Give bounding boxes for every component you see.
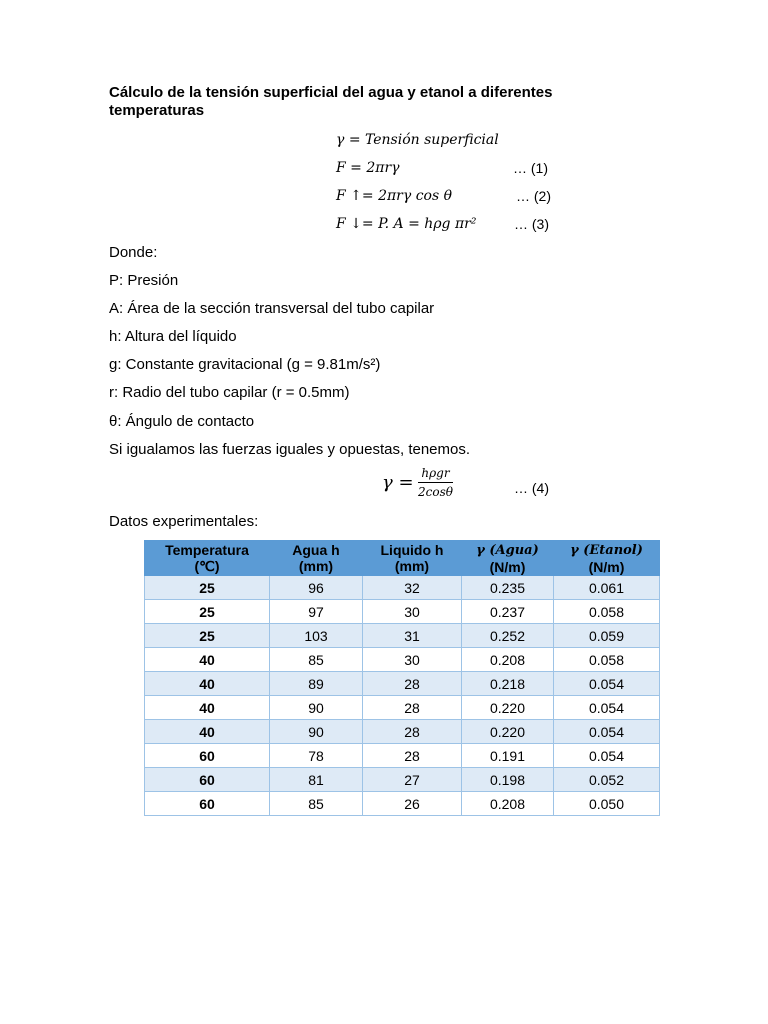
cell-temperatura: 60 [145, 768, 270, 792]
equal-forces-text: Si igualamos las fuerzas iguales y opuestas, tenemos. [109, 441, 471, 458]
table-row [145, 576, 660, 600]
cell-gamma-etanol: 0.058 [554, 648, 660, 672]
document-title: Cálculo de la tensión superficial del agua y etanol a diferentes temperaturas [109, 84, 553, 119]
definition-contact-angle: θ: Ángulo de contacto [109, 413, 255, 430]
table-row [145, 720, 660, 744]
table-row [145, 624, 660, 648]
cell-gamma-agua: 0.235 [462, 576, 554, 600]
cell-agua-h: 90 [270, 696, 363, 720]
equation-3: F ↓= P. A = hρg πr² [336, 216, 477, 232]
definition-pressure: P: Presión [109, 272, 179, 289]
equation-surface-tension-definition: γ = Tensión superficial [336, 132, 499, 148]
cell-gamma-etanol: 0.058 [554, 600, 660, 624]
cell-temperatura: 60 [145, 744, 270, 768]
cell-liquido-h: 31 [363, 624, 462, 648]
header-temperatura [145, 541, 270, 576]
cell-gamma-etanol: 0.054 [554, 720, 660, 744]
donde-label: Donde: [109, 244, 158, 261]
table-row [145, 648, 660, 672]
cell-gamma-agua: 0.208 [462, 792, 554, 816]
cell-agua-h: 97 [270, 600, 363, 624]
cell-gamma-agua: 0.220 [462, 720, 554, 744]
table-row [145, 792, 660, 816]
cell-temperatura: 60 [145, 792, 270, 816]
cell-liquido-h: 30 [363, 648, 462, 672]
datos-label: Datos experimentales: [109, 513, 259, 530]
cell-agua-h: 89 [270, 672, 363, 696]
cell-gamma-etanol: 0.054 [554, 744, 660, 768]
header-liquido-h-l1: Liquido h [380, 542, 444, 558]
cell-liquido-h: 30 [363, 600, 462, 624]
equation-4-number: … (4) [514, 480, 549, 496]
equation-4-lhs: γ = [382, 472, 414, 493]
cell-gamma-agua: 0.208 [462, 648, 554, 672]
equation-4 [382, 466, 453, 499]
table-row [145, 744, 660, 768]
cell-agua-h: 78 [270, 744, 363, 768]
header-agua-h [270, 541, 363, 576]
header-gamma-etanol [554, 541, 660, 576]
equation-4-denominator: 2cosθ [418, 485, 453, 499]
cell-agua-h: 96 [270, 576, 363, 600]
cell-gamma-agua: 0.191 [462, 744, 554, 768]
header-agua-h-l2: (mm) [298, 558, 334, 574]
header-gamma-etanol-l1: γ (Etanol) [570, 543, 643, 558]
definition-gravity: g: Constante gravitacional (g = 9.81m/s²) [109, 356, 381, 373]
cell-liquido-h: 28 [363, 672, 462, 696]
cell-temperatura: 25 [145, 600, 270, 624]
definition-area: A: Área de la sección transversal del tubo capilar [109, 300, 435, 317]
equation-2-number: … (2) [516, 188, 551, 204]
cell-gamma-etanol: 0.050 [554, 792, 660, 816]
cell-liquido-h: 26 [363, 792, 462, 816]
cell-agua-h: 103 [270, 624, 363, 648]
header-liquido-h [363, 541, 462, 576]
cell-temperatura: 40 [145, 648, 270, 672]
header-gamma-agua-l1: γ (Agua) [476, 543, 539, 558]
equation-1: F = 2πrγ [336, 160, 400, 176]
cell-liquido-h: 28 [363, 696, 462, 720]
equation-4-fraction [418, 466, 453, 499]
cell-temperatura: 25 [145, 576, 270, 600]
cell-gamma-agua: 0.220 [462, 696, 554, 720]
header-gamma-etanol-l2: (N/m) [588, 559, 625, 575]
equation-1-number: … (1) [513, 160, 548, 176]
cell-temperatura: 40 [145, 720, 270, 744]
cell-temperatura: 25 [145, 624, 270, 648]
cell-gamma-agua: 0.218 [462, 672, 554, 696]
cell-gamma-etanol: 0.061 [554, 576, 660, 600]
cell-temperatura: 40 [145, 672, 270, 696]
header-temperatura-l1: Temperatura [165, 542, 249, 558]
header-liquido-h-l2: (mm) [394, 558, 430, 574]
cell-agua-h: 81 [270, 768, 363, 792]
table-row [145, 696, 660, 720]
table-row [145, 672, 660, 696]
cell-liquido-h: 32 [363, 576, 462, 600]
header-temperatura-l2: (℃) [194, 558, 220, 574]
header-agua-h-l1: Agua h [292, 542, 340, 558]
experimental-data-table [144, 540, 660, 816]
cell-liquido-h: 28 [363, 744, 462, 768]
cell-gamma-agua: 0.252 [462, 624, 554, 648]
table-header-row [145, 541, 660, 576]
cell-liquido-h: 27 [363, 768, 462, 792]
cell-liquido-h: 28 [363, 720, 462, 744]
cell-agua-h: 85 [270, 792, 363, 816]
cell-agua-h: 85 [270, 648, 363, 672]
header-gamma-agua [462, 541, 554, 576]
definition-height: h: Altura del líquido [109, 328, 237, 345]
cell-gamma-agua: 0.198 [462, 768, 554, 792]
table-row [145, 768, 660, 792]
equation-4-numerator: hρgr [418, 466, 452, 483]
header-gamma-agua-l2: (N/m) [489, 559, 526, 575]
cell-gamma-agua: 0.237 [462, 600, 554, 624]
equation-2: F ↑= 2πrγ cos θ [336, 188, 453, 204]
cell-gamma-etanol: 0.059 [554, 624, 660, 648]
table-row [145, 600, 660, 624]
cell-gamma-etanol: 0.054 [554, 696, 660, 720]
cell-gamma-etanol: 0.054 [554, 672, 660, 696]
cell-temperatura: 40 [145, 696, 270, 720]
cell-agua-h: 90 [270, 720, 363, 744]
definition-radius: r: Radio del tubo capilar (r = 0.5mm) [109, 384, 350, 401]
cell-gamma-etanol: 0.052 [554, 768, 660, 792]
equation-3-number: … (3) [514, 216, 549, 232]
